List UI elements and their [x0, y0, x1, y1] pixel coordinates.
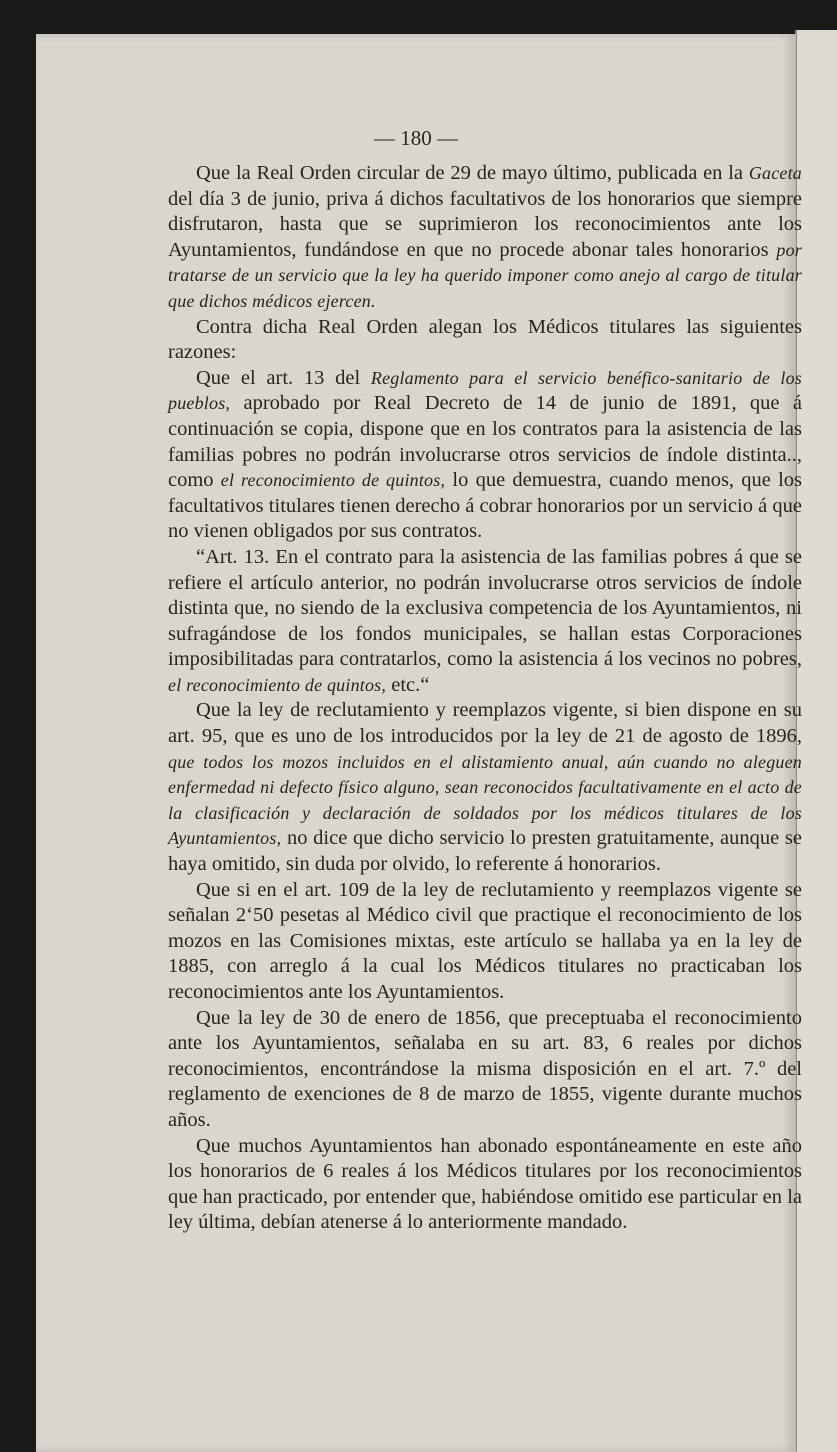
page-number: — 180 — — [374, 126, 458, 150]
page-body-text — [168, 161, 802, 1236]
paragraph — [168, 1006, 802, 1134]
italic-text-run: Gaceta — [748, 163, 802, 183]
paragraph — [168, 315, 802, 366]
paragraph — [168, 878, 802, 1006]
italic-text-run: por tratarse de un servicio que la ley ha querido imponer como anejo al cargo de titular que dichos médicos ejercen. — [168, 239, 802, 311]
italic-text-run: Reglamento para el servicio benéfico-sanitario de los pueblos, — [168, 367, 802, 414]
text-run: lo que demuestra, cuando menos, que los facultativos titulares tienen derecho á cobrar honorarios por un servicio á que no vienen obligados por sus contratos. — [168, 469, 803, 543]
italic-text-run: el reconocimiento de quintos, — [168, 674, 387, 695]
text-run: etc.“ — [386, 673, 430, 696]
text-run: Que la ley de reclutamiento y reemplazos vigente, si bien dispone en su art. 95, que es uno de los introducidos por la ley de 21 de agosto de 1896, — [168, 699, 802, 748]
text-run: Contra dicha Real Orden alegan los Médicos titulares las siguientes razones: — [168, 315, 802, 364]
text-run: aprobado por Real Decreto de 14 de junio de 1891, que á continuación se copia, dispone que en los contratos para la asistencia de las familias pobres no podrán involucrarse otros servicios de índole distinta.., como — [168, 392, 802, 492]
italic-text-run: el reconocimiento de quintos, — [220, 470, 446, 491]
text-run: no dice que dicho servicio lo presten gratuitamente, aunque se haya omitido, sin duda por olvido, lo referente á honorarios. — [168, 827, 802, 876]
text-run: del día 3 de junio, priva á dichos facultativos de los honorarios que siempre disfrutaron, hasta que se suprimieron los reconocimientos ante los Ayuntamientos, fundándose en que no procede abonar tales honorarios — [168, 187, 802, 261]
text-run: Que la ley de 30 de enero de 1856, que preceptuaba el reconocimiento ante los Ayuntamientos, señalaba en su art. 83, 6 reales por dichos reconocimientos, encontrándose la misma disposición en el art. 7.º del reglamento de exenciones de 8 de marzo de 1855, vigente durante muchos años. — [168, 1006, 802, 1131]
text-run: “Art. 13. En el contrato para la asistencia de las familias pobres á que se refiere el artículo anterior, no podrán involucrarse otros servicios de índole distinta que, no siendo de la exclusiva competencia de los Ayuntamientos, ni sufragándose de los fondos municipales, se hallan estas Corporaciones imposibilitadas para contratarlos, como la asistencia á los vecinos no pobres, — [168, 545, 802, 671]
italic-text-run: que todos los mozos incluidos en el alistamiento anual, aún cuando no aleguen enfermedad ni defecto físico alguno, sean reconocidos facultativamente en el acto de la clasificación y declaración de soldados por los médicos titulares de los Ayuntamientos, — [168, 751, 802, 849]
text-run: Que si en el art. 109 de la ley de reclutamiento y reemplazos vigente se señalan 2‘50 pesetas al Médico civil que practique el reconocimiento de los mozos en las Comisiones mixtas, este artículo se hallaba ya en la ley de 1885, con arreglo á la cual los Médicos titulares no practicaban los reconocimientos ante los Ayuntamientos. — [168, 878, 802, 1003]
book-page — [36, 34, 803, 1452]
paragraph — [168, 698, 802, 877]
paragraph — [168, 1134, 802, 1236]
text-run: Que el art. 13 del — [196, 366, 371, 389]
text-run: Que muchos Ayuntamientos han abonado espontáneamente en este año los honorarios de 6 reales á los Médicos titulares por los reconocimientos que han practicado, por entender que, habiéndose omitido ese particular en la ley última, debían atenerse á lo anteriormente mandado. — [168, 1134, 802, 1234]
paragraph — [168, 366, 802, 545]
paragraph — [168, 545, 802, 699]
text-run: Que la Real Orden circular de 29 de mayo último, publicada en la — [196, 162, 749, 184]
paragraph — [168, 161, 802, 315]
